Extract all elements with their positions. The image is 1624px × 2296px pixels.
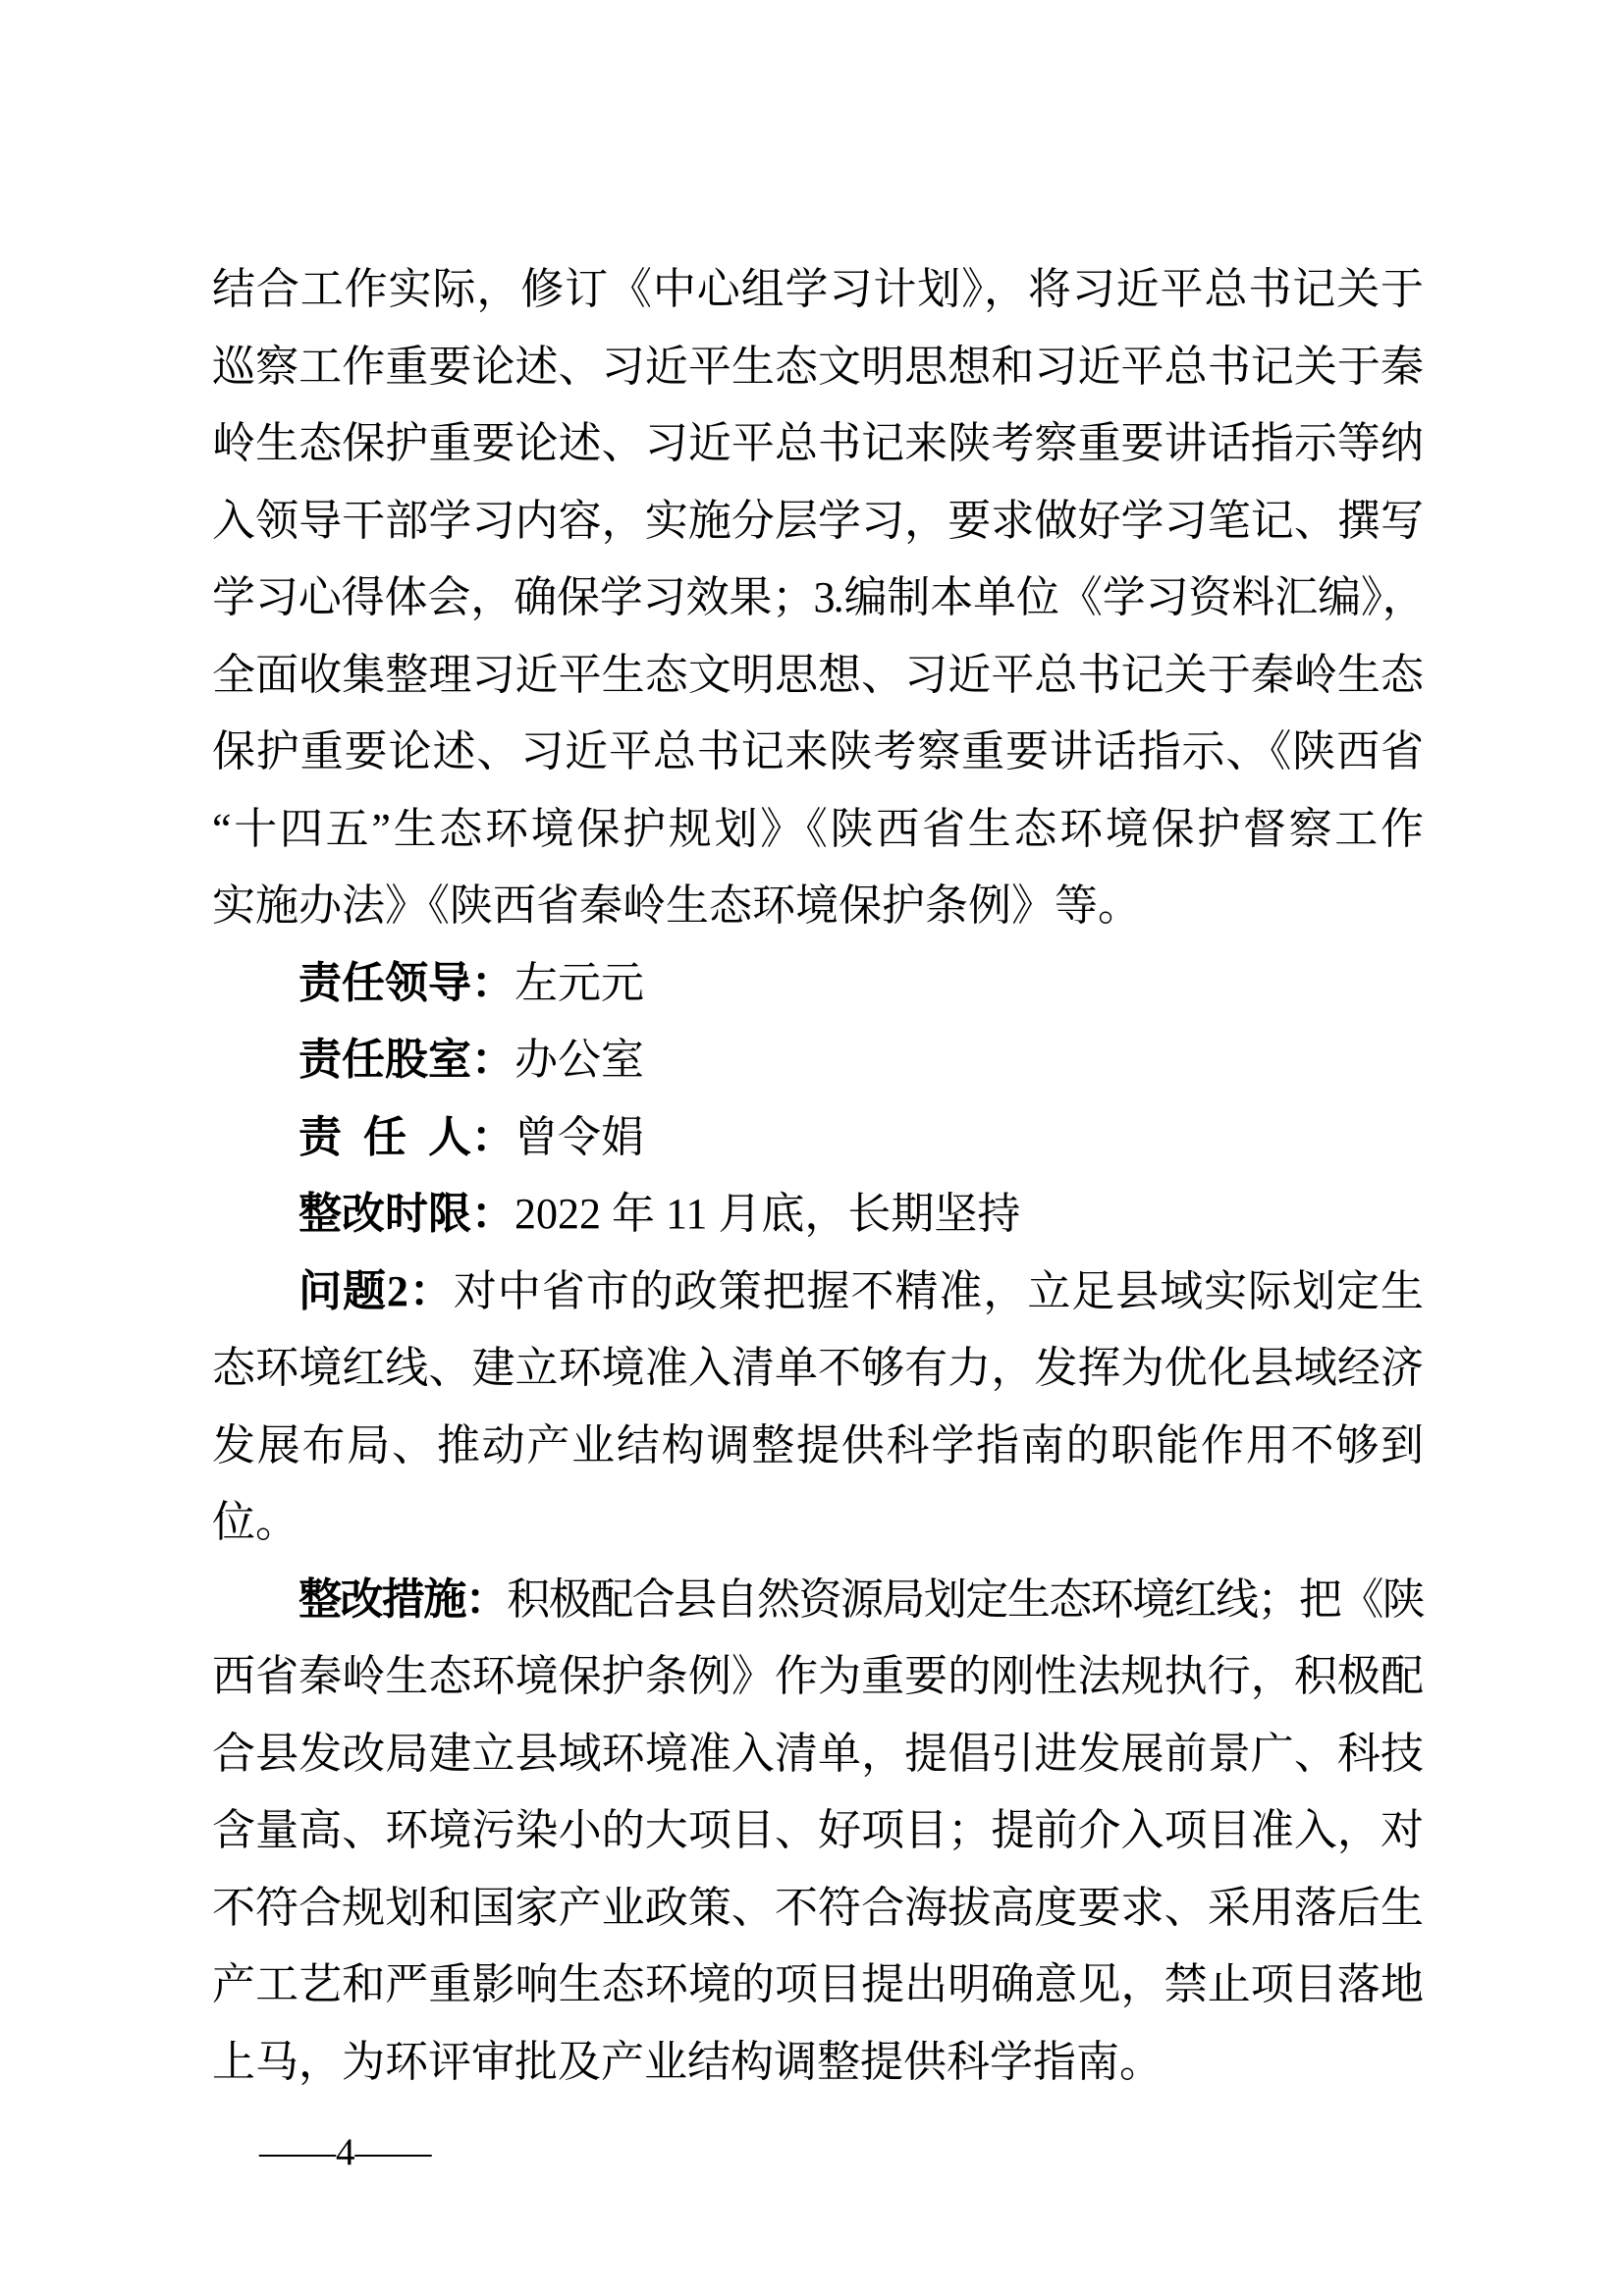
- responsibility-leader: [212, 945, 1424, 1023]
- body-line: 位。: [212, 1498, 298, 1546]
- responsibility-label: 责 任 人：: [298, 1112, 514, 1161]
- body-line: 不符合规划和国家产业政策、不符合海拔高度要求、采用落后生: [212, 1883, 1424, 1932]
- measures-first-line: [212, 1562, 1424, 1639]
- intro-paragraph: [212, 251, 1424, 945]
- problem-first-line: [212, 1254, 1424, 1331]
- body-line: 合县发改局建立县域环境准入清单，提倡引进发展前景广、科技: [212, 1729, 1424, 1778]
- responsibility-label: 责任股室：: [298, 1036, 514, 1084]
- body-line: 全面收集整理习近平生态文明思想、习近平总书记关于秦岭生态: [212, 650, 1424, 699]
- body-line: 结合工作实际，修订《中心组学习计划》，将习近平总书记关于: [212, 265, 1424, 313]
- body-line: 入领导干部学习内容，实施分层学习，要求做好学习笔记、撰写: [212, 496, 1424, 545]
- responsibility-value: 曾令娟: [514, 1112, 644, 1161]
- body-line: 产工艺和严重影响生态环境的项目提出明确意见，禁止项目落地: [212, 1960, 1424, 2008]
- page-number: ——4——: [259, 2131, 432, 2173]
- body-line: 实施办法》《陕西省秦岭生态环境保护条例》等。: [212, 881, 1141, 930]
- problem-label: 问题2：: [298, 1266, 454, 1315]
- responsibility-list: [212, 945, 1424, 1254]
- measures-paragraph: [212, 1562, 1424, 2102]
- body-line: 巡察工作重要论述、习近平生态文明思想和习近平总书记关于秦: [212, 342, 1424, 391]
- responsibility-label: 整改时限：: [298, 1190, 514, 1238]
- body-line: 上马，为环评审批及产业结构调整提供科学指南。: [212, 2037, 1163, 2086]
- body-line: 学习心得体会，确保学习效果；3.编制本单位《学习资料汇编》，: [212, 573, 1424, 621]
- responsibility-deadline: [212, 1176, 1424, 1254]
- body-line: 岭生态保护重要论述、习近平总书记来陕考察重要讲话指示等纳: [212, 419, 1424, 467]
- responsibility-value: 左元元: [514, 958, 644, 1007]
- body-line: 西省秦岭生态环境保护条例》作为重要的刚性法规执行，积极配: [212, 1652, 1424, 1700]
- responsibility-person: [212, 1099, 1424, 1177]
- body-line: 含量高、环境污染小的大项目、好项目；提前介入项目准入，对: [212, 1806, 1424, 1854]
- measures-label: 整改措施：: [298, 1575, 508, 1624]
- responsibility-office: [212, 1022, 1424, 1099]
- responsibility-label: 责任领导：: [298, 958, 514, 1007]
- document-body: [212, 251, 1424, 2101]
- body-line: “十四五”生态环境保护规划》《陕西省生态环境保护督察工作: [212, 804, 1424, 853]
- problem-text: 对中省市的政策把握不精准，立足县域实际划定生: [453, 1266, 1425, 1315]
- responsibility-value: 2022 年 11 月底，长期坚持: [514, 1190, 1021, 1238]
- measures-text: 积极配合县自然资源局划定生态环境红线；把《陕: [507, 1575, 1425, 1624]
- body-line: 态环境红线、建立环境准入清单不够有力，发挥为优化县域经济: [212, 1344, 1424, 1392]
- responsibility-value: 办公室: [514, 1036, 644, 1084]
- body-line: 保护重要论述、习近平总书记来陕考察重要讲话指示、《陕西省: [212, 727, 1424, 775]
- body-line: 发展布局、推动产业结构调整提供科学指南的职能作用不够到: [212, 1420, 1424, 1469]
- problem-paragraph: [212, 1254, 1424, 1562]
